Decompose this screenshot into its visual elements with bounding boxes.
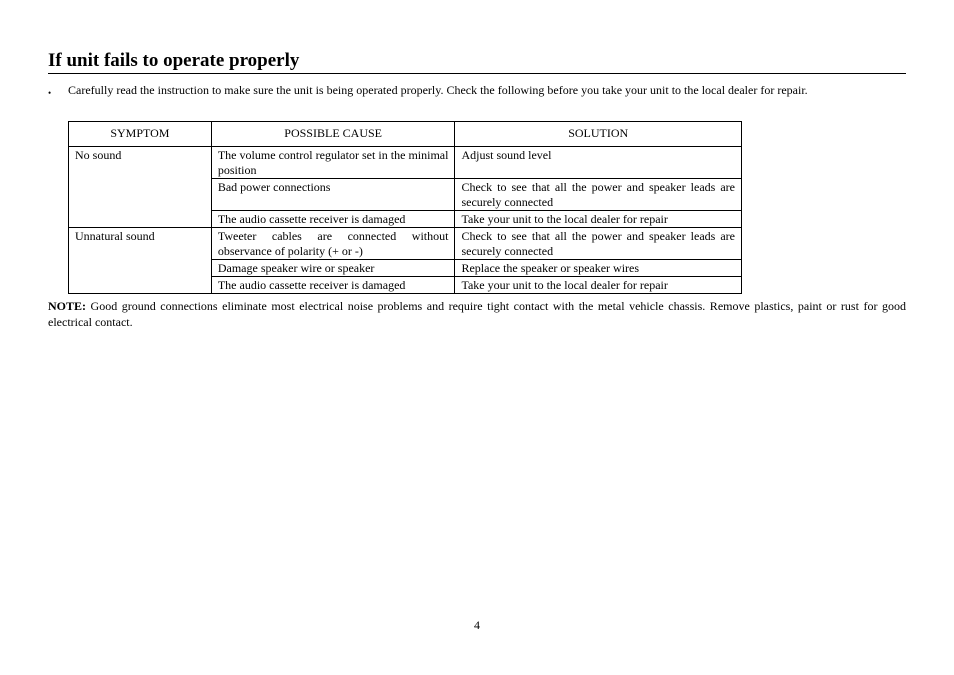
cause-cell: Tweeter cables are connected without observance of polarity (+ or -) [211, 228, 455, 260]
header-solution: SOLUTION [455, 122, 742, 147]
symptom-cell: Unnatural sound [69, 228, 212, 294]
note-paragraph [48, 298, 906, 330]
table-row [69, 228, 742, 260]
solution-cell: Replace the speaker or speaker wires [455, 260, 742, 277]
note-text: Good ground connections eliminate most electrical noise problems and require tight contact with the metal vehicle chassis. Remove plastics, paint or rust for good electrical contact. [48, 299, 906, 329]
table-row [69, 147, 742, 179]
troubleshooting-table [68, 121, 742, 294]
page-heading: If unit fails to operate properly [48, 49, 906, 74]
header-possible-cause: POSSIBLE CAUSE [211, 122, 455, 147]
symptom-cell: No sound [69, 147, 212, 228]
cause-cell: The audio cassette receiver is damaged [211, 211, 455, 228]
header-symptom: SYMPTOM [69, 122, 212, 147]
intro-text: Carefully read the instruction to make sure the unit is being operated properly. Check the following before you take your unit to the local dealer for repair. [68, 83, 808, 97]
solution-cell: Take your unit to the local dealer for repair [455, 211, 742, 228]
page-number: 4 [474, 618, 480, 632]
note-label: NOTE: [48, 299, 87, 313]
solution-cell: Adjust sound level [455, 147, 742, 179]
solution-cell: Take your unit to the local dealer for repair [455, 277, 742, 294]
cause-cell: The audio cassette receiver is damaged [211, 277, 455, 294]
bullet-icon: • [48, 88, 52, 98]
solution-cell: Check to see that all the power and speaker leads are securely connected [455, 179, 742, 211]
solution-cell: Check to see that all the power and speaker leads are securely connected [455, 228, 742, 260]
cause-cell: Damage speaker wire or speaker [211, 260, 455, 277]
table-header-row [69, 122, 742, 147]
cause-cell: The volume control regulator set in the minimal position [211, 147, 455, 179]
intro-paragraph [48, 83, 906, 98]
cause-cell: Bad power connections [211, 179, 455, 211]
